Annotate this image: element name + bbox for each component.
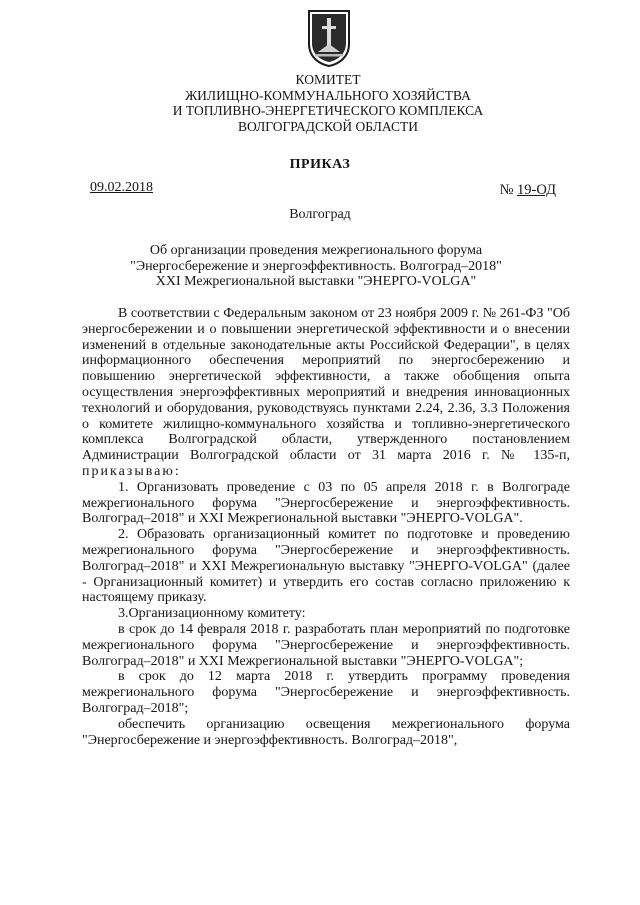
preamble-text: В соответствии с Федеральным законом от 23 ноября 2009 г. № 261-ФЗ "Об энергосбережении и о повышении энергетической эффективности и о внесении изменений в отдельные законодательные акты Российской Федерации", в целях информационного обеспечения мероприятий по энергосбережению и повышению энергетической эффективности, а также обобщения опыта осуществления энергоэффективных мероприятий и внедрения инновационных технологий и оборудования, руководствуясь пунктами 2.24, 2.36, 3.3 Положения о комитете жилищно-коммунального хозяйства и топливно-энергетического комплекса Волгоградской области, утвержденного постановлением Администрации Волгоградской области от 31 марта 2016 г. № 135-п, [82, 306, 570, 464]
sub-item-2: в срок до 12 марта 2018 г. утвердить программу проведения межрегионального форума "Энергосбережение и энергоэффективность. Волгоград–2018"; [82, 669, 570, 716]
order-subject [96, 243, 536, 290]
preamble-paragraph [82, 306, 570, 480]
number-sign: № [499, 182, 514, 198]
order-number [500, 182, 556, 199]
sub-item-1: в срок до 14 февраля 2018 г. разработать план мероприятий по подготовке межрегионального форума "Энергосбережение и энергоэффективность. Волгоград–2018" и XXI Межрегиональной выставки "ЭНЕРГО-VOLGA"; [82, 621, 570, 669]
subject-line: XXI Межрегиональной выставки "ЭНЕРГО-VOLGA" [155, 274, 477, 289]
order-date: 09.02.2018 [90, 180, 153, 195]
committee-line: И ТОПЛИВНО-ЭНЕРГЕТИЧЕСКОГО КОМПЛЕКСА [172, 103, 484, 118]
item-2: 2. Образовать организационный комитет по подготовке и проведению межрегионального форума "Энергосбережение и энергоэффективность. Волгоград–2018" и XXI Межрегиональную выставку "ЭНЕРГО-VOLGA" (далее - Организационный комитет) и утвердить его состав согласно приложению к настоящему приказу. [82, 527, 570, 606]
number-value: 19-ОД [517, 182, 556, 198]
committee-name [160, 72, 496, 134]
city: Волгоград [289, 207, 351, 222]
committee-line: ВОЛГОГРАДСКОЙ ОБЛАСТИ [238, 118, 418, 134]
committee-line: КОМИТЕТ [295, 72, 361, 87]
subject-line: "Энергосбережение и энергоэффективность. Волгоград–2018" [130, 258, 502, 274]
sub-item-3: обеспечить организацию освещения межрегионального форума "Энергосбережение и энергоэффективность. Волгоград–2018", [82, 716, 570, 748]
coat-of-arms-icon [306, 8, 352, 68]
order-word: приказываю: [82, 463, 181, 479]
committee-line: ЖИЛИЩНО-КОММУНАЛЬНОГО ХОЗЯЙСТВА [185, 87, 471, 103]
order-title: ПРИКАЗ [289, 157, 351, 172]
order-body [82, 306, 570, 748]
item-1: 1. Организовать проведение с 03 по 05 апреля 2018 г. в Волгограде межрегионального форума "Энергосбережение и энергоэффективность. Волгоград–2018" и XXI Межрегиональной выставки "ЭНЕРГО-VOLGA". [82, 479, 570, 527]
subject-line: Об организации проведения межрегионального форума [149, 243, 483, 258]
item-3: 3.Организационному комитету: [118, 606, 306, 622]
